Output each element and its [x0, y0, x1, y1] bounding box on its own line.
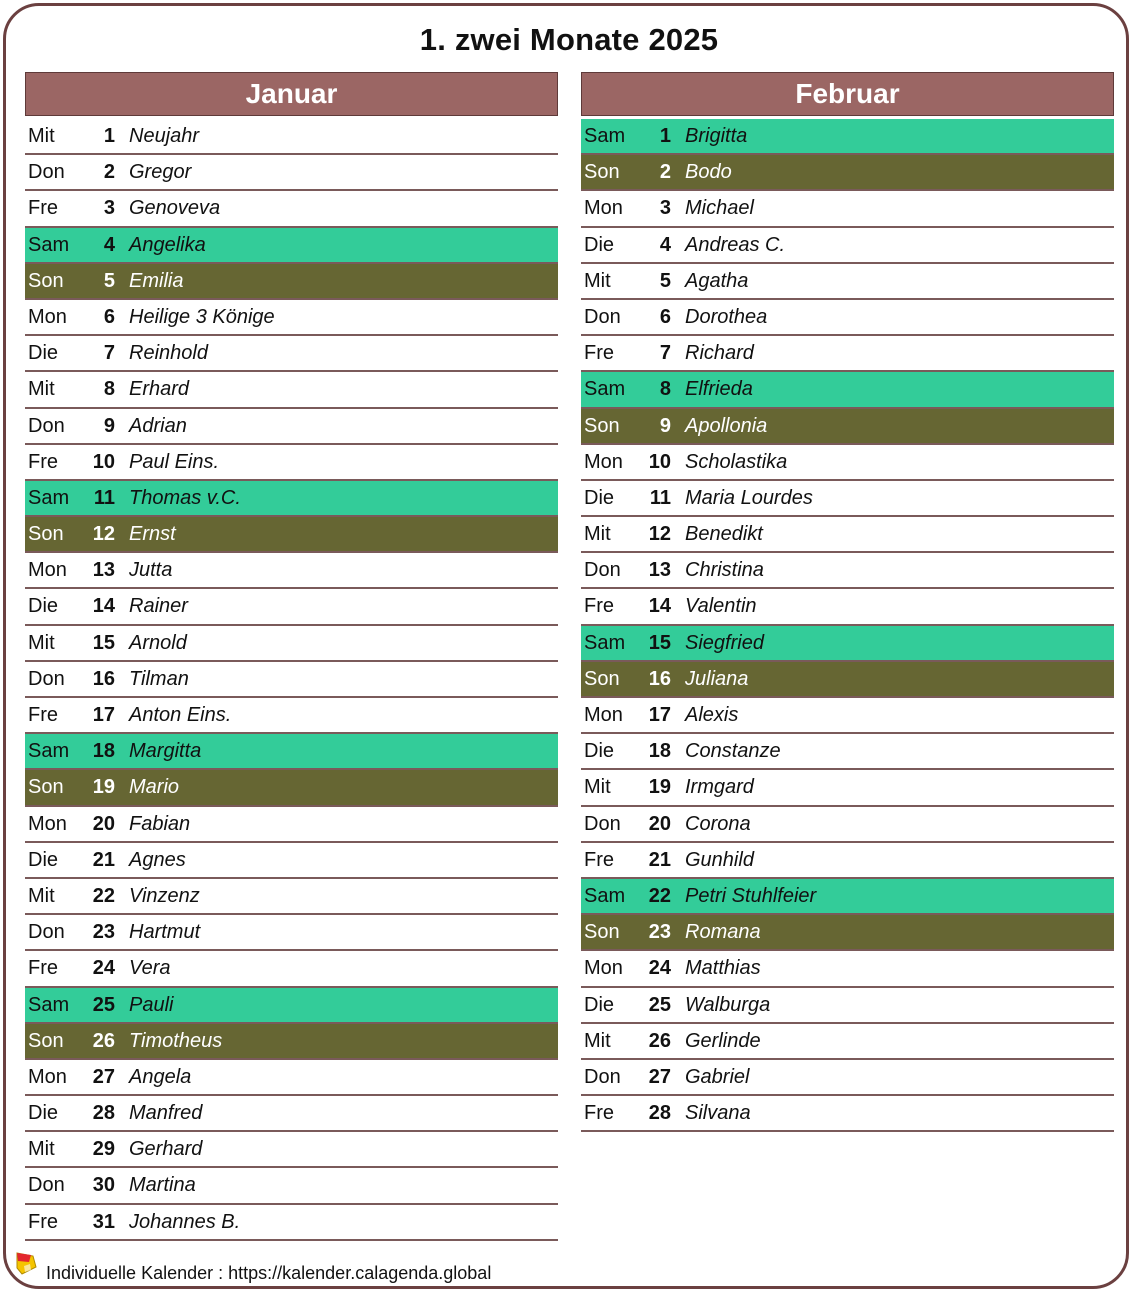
- day-number: 13: [92, 559, 115, 582]
- name-day: Mario: [129, 776, 180, 799]
- weekday-label: Fre: [584, 595, 614, 618]
- day-number: 20: [92, 812, 115, 835]
- name-day: Dorothea: [685, 305, 768, 328]
- weekday-label: Sam: [28, 486, 70, 509]
- name-day: Timotheus: [129, 1029, 223, 1052]
- day-number: 8: [103, 378, 115, 401]
- day-row: [581, 445, 1114, 481]
- name-day: Margitta: [129, 740, 202, 763]
- day-number: 23: [648, 921, 671, 944]
- day-row: [25, 119, 558, 155]
- day-number: 9: [659, 414, 671, 437]
- day-row: [581, 1060, 1114, 1096]
- day-number: 12: [92, 523, 115, 546]
- weekday-label: Mit: [584, 776, 611, 799]
- name-day: Silvana: [685, 1102, 751, 1125]
- name-day: Richard: [685, 342, 754, 365]
- name-day: Fabian: [129, 812, 191, 835]
- weekday-label: Mit: [584, 269, 611, 292]
- weekday-label: Mon: [28, 812, 67, 835]
- day-number: 27: [92, 1065, 115, 1088]
- weekday-label: Mit: [584, 1029, 611, 1052]
- day-number: 5: [659, 269, 671, 292]
- weekday-label: Mit: [584, 523, 611, 546]
- name-day: Emilia: [129, 269, 184, 292]
- calendar-logo-icon: [16, 1252, 38, 1276]
- weekday-label: Son: [28, 1029, 64, 1052]
- day-row: [25, 336, 558, 372]
- weekday-label: Son: [28, 776, 64, 799]
- day-number: 16: [92, 667, 115, 690]
- day-row: [581, 553, 1114, 589]
- day-row: [581, 1024, 1114, 1060]
- name-day: Juliana: [685, 667, 749, 690]
- day-number: 22: [92, 884, 115, 907]
- day-number: 13: [648, 559, 671, 582]
- weekday-label: Fre: [28, 957, 58, 980]
- weekday-label: Mon: [28, 305, 67, 328]
- day-row: [25, 879, 558, 915]
- weekday-label: Son: [28, 269, 64, 292]
- name-day: Walburga: [685, 993, 771, 1016]
- weekday-label: Son: [584, 667, 620, 690]
- name-day: Heilige 3 Könige: [129, 305, 275, 328]
- name-day: Rainer: [129, 595, 188, 618]
- day-number: 21: [648, 848, 671, 871]
- day-number: 25: [92, 993, 115, 1016]
- day-row: [581, 336, 1114, 372]
- day-row: [25, 770, 558, 806]
- day-row: [581, 372, 1114, 408]
- day-number: 18: [92, 740, 115, 763]
- name-day: Alexis: [685, 704, 739, 726]
- name-day: Elfrieda: [685, 378, 753, 401]
- name-day: Neujahr: [129, 125, 200, 147]
- day-row: [581, 228, 1114, 264]
- name-day: Agatha: [685, 269, 749, 292]
- day-number: 28: [92, 1102, 115, 1125]
- weekday-label: Son: [584, 161, 620, 184]
- weekday-label: Die: [584, 993, 615, 1016]
- page-title: 1. zwei Monate 2025: [419, 22, 719, 57]
- name-day: Valentin: [685, 595, 757, 618]
- name-day: Genoveva: [129, 197, 221, 220]
- day-number: 7: [659, 342, 671, 365]
- name-day: Thomas v.C.: [129, 486, 241, 509]
- name-day: Jutta: [129, 559, 173, 582]
- name-day: Angelika: [129, 233, 206, 256]
- name-day: Pauli: [129, 993, 174, 1016]
- day-number: 5: [103, 269, 115, 292]
- day-number: 8: [659, 378, 671, 401]
- name-day: Reinhold: [129, 342, 208, 365]
- day-row: [581, 119, 1114, 155]
- day-number: 17: [92, 704, 115, 726]
- weekday-label: Mon: [28, 1065, 67, 1088]
- day-row: [25, 1024, 558, 1060]
- day-number: 19: [92, 776, 115, 799]
- day-number: 14: [92, 595, 115, 618]
- day-row: [25, 589, 558, 625]
- day-row: [25, 734, 558, 770]
- name-day: Gabriel: [685, 1065, 750, 1088]
- weekday-label: Sam: [28, 993, 70, 1016]
- day-number: 1: [103, 125, 115, 147]
- day-row: [25, 517, 558, 553]
- name-day: Martina: [129, 1174, 196, 1197]
- day-row: [25, 372, 558, 408]
- weekday-label: Die: [584, 740, 615, 763]
- day-row: [25, 1168, 558, 1204]
- day-row: [581, 1096, 1114, 1132]
- day-number: 3: [103, 197, 115, 220]
- day-number: 26: [92, 1029, 115, 1052]
- day-row: [581, 517, 1114, 553]
- day-number: 2: [103, 161, 115, 184]
- weekday-label: Die: [28, 1102, 59, 1125]
- weekday-label: Son: [584, 921, 620, 944]
- day-number: 25: [648, 993, 671, 1016]
- weekday-label: Don: [584, 559, 621, 582]
- day-number: 9: [103, 414, 115, 437]
- day-number: 15: [648, 631, 671, 654]
- name-day: Arnold: [129, 631, 187, 654]
- name-day: Paul Eins.: [129, 450, 220, 473]
- weekday-label: Mit: [28, 631, 55, 654]
- weekday-label: Son: [584, 414, 620, 437]
- month-february: [581, 72, 1114, 1132]
- name-day: Manfred: [129, 1102, 203, 1125]
- day-number: 28: [648, 1102, 671, 1125]
- name-day: Vinzenz: [129, 884, 200, 907]
- day-row: [581, 626, 1114, 662]
- day-number: 4: [659, 233, 671, 256]
- name-day: Irmgard: [685, 776, 754, 799]
- day-row: [25, 843, 558, 879]
- weekday-label: Sam: [28, 740, 70, 763]
- name-day: Bodo: [685, 161, 732, 184]
- weekday-label: Die: [584, 486, 615, 509]
- weekday-label: Die: [28, 848, 59, 871]
- weekday-label: Don: [28, 921, 65, 944]
- day-row: [25, 228, 558, 264]
- day-row: [581, 481, 1114, 517]
- day-number: 24: [648, 957, 671, 980]
- name-day: Hartmut: [129, 921, 201, 944]
- name-day: Agnes: [129, 848, 186, 871]
- weekday-label: Mon: [584, 197, 623, 220]
- day-row: [581, 264, 1114, 300]
- weekday-label: Sam: [584, 631, 626, 654]
- day-row: [25, 626, 558, 662]
- weekday-label: Son: [28, 523, 64, 546]
- month-january: [25, 72, 558, 1241]
- day-number: 3: [659, 197, 671, 220]
- name-day: Gunhild: [685, 848, 754, 871]
- day-row: [581, 843, 1114, 879]
- day-number: 7: [103, 342, 115, 365]
- day-number: 29: [92, 1138, 115, 1161]
- name-day: Johannes B.: [129, 1210, 241, 1233]
- name-day: Constanze: [685, 740, 781, 763]
- day-number: 16: [648, 667, 671, 690]
- name-day: Gerlinde: [685, 1029, 761, 1052]
- weekday-label: Fre: [584, 342, 614, 365]
- weekday-label: Mon: [584, 450, 623, 473]
- name-day: Michael: [685, 197, 754, 220]
- day-row: [25, 951, 558, 987]
- day-row: [581, 662, 1114, 698]
- day-row: [25, 553, 558, 589]
- weekday-label: Sam: [584, 378, 626, 401]
- day-number: 11: [649, 486, 671, 509]
- weekday-label: Sam: [584, 884, 626, 907]
- day-row: [25, 988, 558, 1024]
- day-number: 4: [103, 233, 115, 256]
- day-number: 14: [648, 595, 671, 618]
- weekday-label: Don: [28, 414, 65, 437]
- month-header-january: Januar: [25, 72, 558, 116]
- name-day: Petri Stuhlfeier: [685, 884, 817, 907]
- name-day: Scholastika: [685, 450, 788, 473]
- day-row: [25, 264, 558, 300]
- weekday-label: Die: [28, 595, 59, 618]
- weekday-label: Don: [584, 812, 621, 835]
- day-row: [581, 409, 1114, 445]
- day-row: [581, 698, 1114, 734]
- day-row: [581, 807, 1114, 843]
- footer-text: Individuelle Kalender : https://kalender.calagenda.global: [46, 1263, 492, 1283]
- weekday-label: Die: [28, 342, 59, 365]
- weekday-label: Die: [584, 233, 615, 256]
- name-day: Erhard: [129, 378, 190, 401]
- day-row: [25, 698, 558, 734]
- weekday-label: Mon: [584, 704, 623, 726]
- day-row: [25, 662, 558, 698]
- name-day: Gerhard: [129, 1138, 203, 1161]
- day-row: [25, 300, 558, 336]
- weekday-label: Fre: [28, 197, 58, 220]
- weekday-label: Don: [584, 1065, 621, 1088]
- day-row: [581, 191, 1114, 227]
- day-number: 2: [659, 161, 671, 184]
- weekday-label: Fre: [28, 1210, 58, 1233]
- day-number: 19: [648, 776, 671, 799]
- month-header-february: Februar: [581, 72, 1114, 116]
- day-number: 6: [103, 305, 115, 328]
- day-list-february: [581, 119, 1114, 1132]
- name-day: Siegfried: [685, 631, 764, 654]
- day-number: 20: [648, 812, 671, 835]
- day-number: 17: [648, 704, 671, 726]
- weekday-label: Fre: [584, 1102, 614, 1125]
- name-day: Romana: [685, 921, 761, 944]
- name-day: Andreas C.: [685, 233, 786, 256]
- day-row: [25, 409, 558, 445]
- day-number: 11: [93, 486, 115, 509]
- day-number: 26: [648, 1029, 671, 1052]
- day-row: [25, 915, 558, 951]
- weekday-label: Mit: [28, 125, 55, 147]
- day-row: [581, 770, 1114, 806]
- weekday-label: Don: [28, 161, 65, 184]
- day-number: 27: [648, 1065, 671, 1088]
- day-row: [25, 807, 558, 843]
- day-row: [581, 734, 1114, 770]
- day-number: 10: [648, 450, 671, 473]
- name-day: Adrian: [129, 414, 187, 437]
- day-row: [581, 915, 1114, 951]
- day-row: [581, 300, 1114, 336]
- name-day: Apollonia: [685, 414, 768, 437]
- day-row: [581, 155, 1114, 191]
- weekday-label: Mit: [28, 1138, 55, 1161]
- day-number: 31: [92, 1210, 115, 1233]
- weekday-label: Don: [28, 667, 65, 690]
- weekday-label: Fre: [28, 704, 58, 726]
- weekday-label: Mon: [584, 957, 623, 980]
- day-row: [25, 1096, 558, 1132]
- day-row: [25, 155, 558, 191]
- weekday-label: Mit: [28, 884, 55, 907]
- day-row: [25, 481, 558, 517]
- name-day: Gregor: [129, 161, 192, 184]
- day-number: 10: [92, 450, 115, 473]
- day-number: 22: [648, 884, 671, 907]
- day-number: 24: [92, 957, 115, 980]
- weekday-label: Don: [584, 305, 621, 328]
- weekday-label: Mit: [28, 378, 55, 401]
- weekday-label: Fre: [28, 450, 58, 473]
- weekday-label: Mon: [28, 559, 67, 582]
- day-row: [25, 1205, 558, 1241]
- name-day: Brigitta: [685, 125, 748, 147]
- day-number: 21: [92, 848, 115, 871]
- name-day: Ernst: [129, 523, 176, 546]
- day-row: [581, 988, 1114, 1024]
- day-row: [25, 445, 558, 481]
- name-day: Tilman: [129, 667, 189, 690]
- name-day: Angela: [129, 1065, 192, 1088]
- name-day: Vera: [129, 957, 171, 980]
- day-row: [581, 951, 1114, 987]
- day-number: 18: [648, 740, 671, 763]
- name-day: Christina: [685, 559, 764, 582]
- day-row: [581, 589, 1114, 625]
- name-day: Corona: [685, 812, 751, 835]
- day-number: 23: [92, 921, 115, 944]
- day-number: 15: [92, 631, 115, 654]
- name-day: Benedikt: [685, 523, 763, 546]
- name-day: Anton Eins.: [129, 704, 232, 726]
- weekday-label: Sam: [28, 233, 70, 256]
- day-number: 6: [659, 305, 671, 328]
- day-number: 1: [659, 125, 671, 147]
- day-list-january: [25, 119, 558, 1241]
- day-number: 12: [648, 523, 671, 546]
- name-day: Maria Lourdes: [685, 486, 813, 509]
- day-row: [581, 879, 1114, 915]
- weekday-label: Sam: [584, 125, 626, 147]
- day-number: 30: [92, 1174, 115, 1197]
- day-row: [25, 1060, 558, 1096]
- name-day: Matthias: [685, 957, 761, 980]
- weekday-label: Fre: [584, 848, 614, 871]
- day-row: [25, 1132, 558, 1168]
- weekday-label: Don: [28, 1174, 65, 1197]
- day-row: [25, 191, 558, 227]
